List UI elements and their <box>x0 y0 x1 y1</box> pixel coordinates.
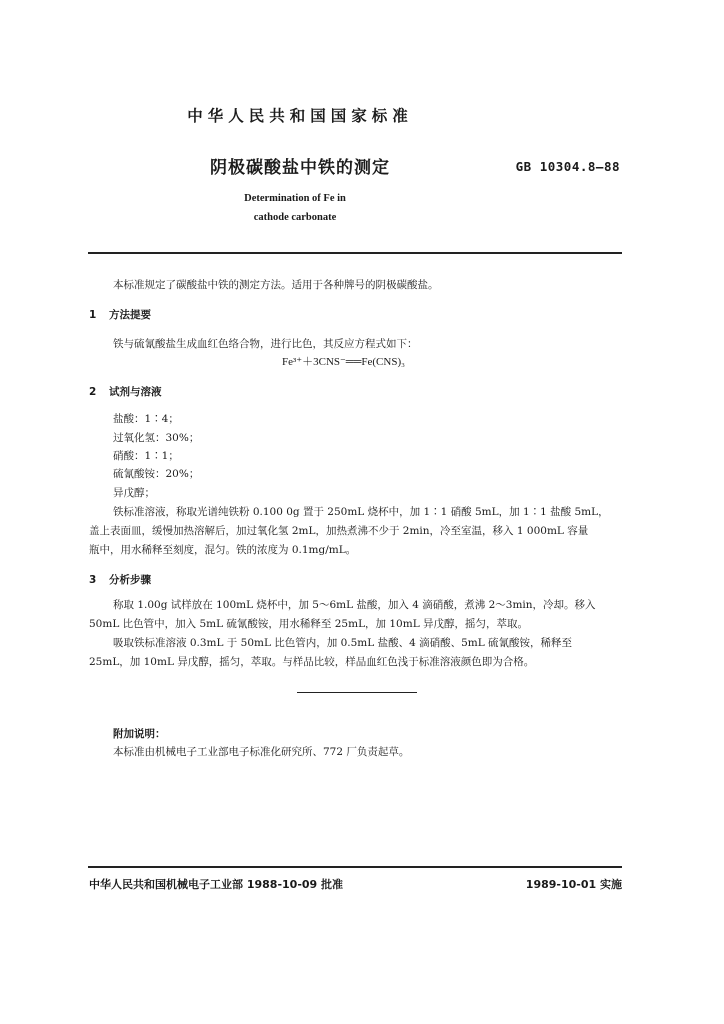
section-1-number: 1 <box>89 309 97 321</box>
iron-standard-line1: 铁标准溶液，称取光谱纯铁粉 0.100 0g 置于 250mL 烧杯中，加 1∶1 硝酸 5mL，加 1∶1 盐酸 5mL， <box>113 506 609 518</box>
procedure-p2-line2: 25mL，加 10mL 异戊醇，摇匀，萃取。与样品比较，样品血红色浅于标准溶液颜色即为合格。 <box>89 656 535 668</box>
procedure-p1-line2: 50mL 比色管中，加入 5mL 硫氰酸铵，用水稀释至 25mL，加 10mL 异戊醇，摇匀，萃取。 <box>89 618 529 630</box>
iron-standard-line3: 瓶中，用水稀释至刻度，混匀。铁的浓度为 0.1mg/mL。 <box>89 544 357 556</box>
national-standard-title: 中华人民共和国国家标准 <box>187 107 413 125</box>
standard-number: GB 10304.8—88 <box>515 159 620 174</box>
reagent-item: 过氧化氢：30%； <box>113 432 200 444</box>
document-title: 阴极碳酸盐中铁的测定 <box>210 158 390 178</box>
reagent-item: 盐酸：1∶4； <box>113 413 179 425</box>
appendix-text: 本标准由机械电子工业部电子标准化研究所、772 厂负责起草。 <box>113 746 410 758</box>
reagent-item: 异戊醇； <box>113 487 155 499</box>
section-3-heading <box>89 572 151 587</box>
footer-divider <box>88 866 622 868</box>
english-title-line1: Determination of Fe in <box>244 193 346 204</box>
section-2-title: 试剂与溶液 <box>109 386 162 398</box>
approval-note: 中华人民共和国机械电子工业部 1988-10-09 批准 <box>89 878 344 891</box>
section-1-text: 铁与硫氰酸盐生成血红色络合物，进行比色，其反应方程式如下： <box>113 338 418 350</box>
reagent-item: 硫氰酸铵：20%； <box>113 468 200 480</box>
reagent-item: 硝酸：1∶1； <box>113 450 179 462</box>
section-3-title: 分析步骤 <box>109 574 151 586</box>
section-1-title: 方法提要 <box>109 309 151 321</box>
section-2-heading <box>89 384 162 399</box>
procedure-p1-line1: 称取 1.00g 试样放在 100mL 烧杯中，加 5～6mL 盐酸，加入 4 滴硝酸，煮沸 2～3min，冷却。移入 <box>113 599 596 611</box>
iron-standard-line2: 盖上表面皿，缓慢加热溶解后，加过氧化氢 2mL，加热煮沸不少于 2min，冷至室温，移入 1 000mL 容量 <box>89 525 589 537</box>
section-3-number: 3 <box>89 574 97 586</box>
section-1-heading <box>89 307 151 322</box>
implementation-date: 1989-10-01 实施 <box>525 878 622 891</box>
english-title-line2: cathode carbonate <box>253 212 337 223</box>
section-2-number: 2 <box>89 386 97 398</box>
appendix-heading: 附加说明： <box>113 728 166 740</box>
procedure-p2-line1: 吸取铁标准溶液 0.3mL 于 50mL 比色管内，加 0.5mL 盐酸、4 滴硝酸、5mL 硫氰酸铵，稀释至 <box>113 637 573 649</box>
reaction-formula: Fe³⁺＋3CNS⁻══Fe(CNS)₃ <box>282 356 405 368</box>
end-divider <box>297 692 417 693</box>
header-divider <box>88 252 622 254</box>
intro-paragraph: 本标准规定了碳酸盐中铁的测定方法。适用于各种牌号的阴极碳酸盐。 <box>113 279 439 291</box>
